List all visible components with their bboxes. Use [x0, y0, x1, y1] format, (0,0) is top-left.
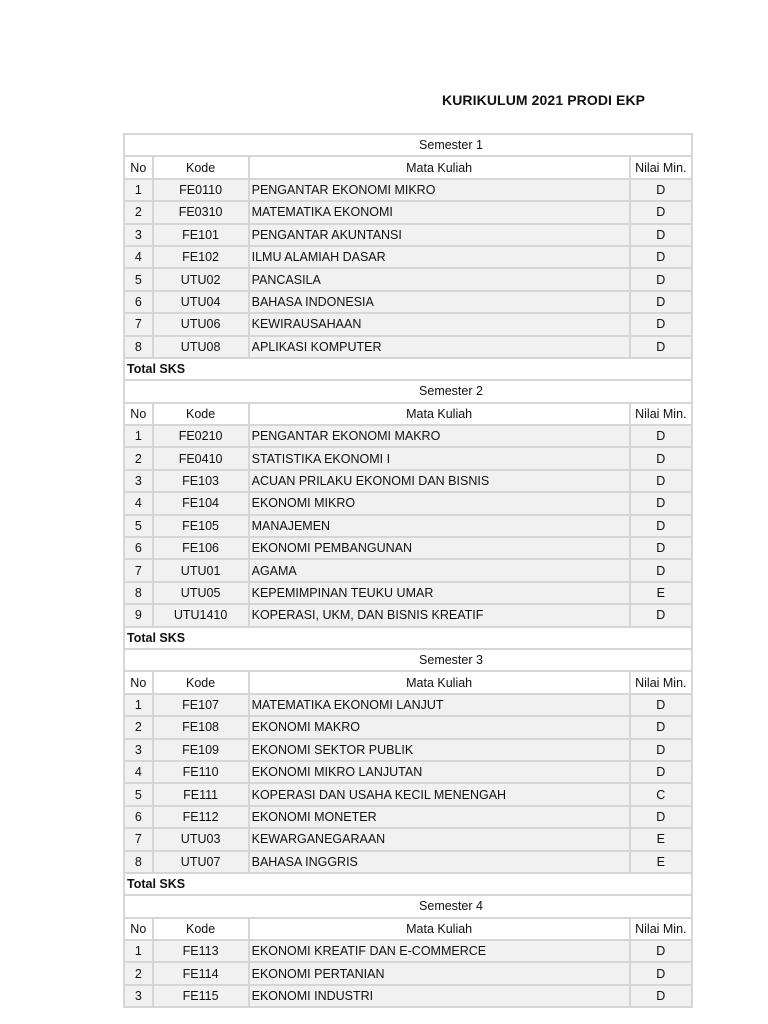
total-sks-label: Total SKS — [124, 358, 692, 380]
course-code: FE101 — [153, 224, 249, 246]
course-code: FE106 — [153, 537, 249, 559]
column-header-no: No — [124, 918, 153, 940]
course-min-grade: D — [630, 694, 692, 716]
course-min-grade: D — [630, 224, 692, 246]
course-code: FE104 — [153, 492, 249, 514]
course-min-grade: D — [630, 604, 692, 626]
semester-label: Semester 1 — [124, 134, 692, 156]
course-min-grade: E — [630, 828, 692, 850]
table-row — [124, 985, 692, 1007]
course-code: FE107 — [153, 694, 249, 716]
table-row — [124, 604, 692, 626]
course-name: MATEMATIKA EKONOMI — [249, 201, 630, 223]
course-no: 5 — [124, 515, 153, 537]
course-min-grade: D — [630, 425, 692, 447]
course-min-grade: D — [630, 739, 692, 761]
course-name: KOPERASI DAN USAHA KECIL MENENGAH — [249, 783, 630, 805]
course-name: KEWARGANEGARAAN — [249, 828, 630, 850]
course-code: FE109 — [153, 739, 249, 761]
semester-label: Semester 3 — [124, 649, 692, 671]
course-name: EKONOMI SEKTOR PUBLIK — [249, 739, 630, 761]
table-row — [124, 179, 692, 201]
table-row — [124, 425, 692, 447]
table-row — [124, 783, 692, 805]
table-row — [124, 470, 692, 492]
course-min-grade: D — [630, 940, 692, 962]
table-row — [124, 268, 692, 290]
table-row — [124, 246, 692, 268]
course-code: FE105 — [153, 515, 249, 537]
column-header-kode: Kode — [153, 156, 249, 178]
course-no: 4 — [124, 246, 153, 268]
column-header-no: No — [124, 156, 153, 178]
curriculum-table — [123, 133, 693, 1008]
curriculum-table-body — [124, 134, 692, 1007]
course-name: ILMU ALAMIAH DASAR — [249, 246, 630, 268]
table-row — [124, 940, 692, 962]
course-min-grade: D — [630, 761, 692, 783]
course-min-grade: D — [630, 336, 692, 358]
course-min-grade: D — [630, 515, 692, 537]
course-no: 3 — [124, 224, 153, 246]
course-name: APLIKASI KOMPUTER — [249, 336, 630, 358]
table-row — [124, 492, 692, 514]
course-name: MATEMATIKA EKONOMI LANJUT — [249, 694, 630, 716]
course-code: FE0110 — [153, 179, 249, 201]
table-row — [124, 761, 692, 783]
course-min-grade: D — [630, 268, 692, 290]
course-name: KEPEMIMPINAN TEUKU UMAR — [249, 582, 630, 604]
column-header-row — [124, 403, 692, 425]
course-code: UTU04 — [153, 291, 249, 313]
course-code: FE111 — [153, 783, 249, 805]
column-header-nilai-min: Nilai Min. — [630, 671, 692, 693]
course-name: PENGANTAR AKUNTANSI — [249, 224, 630, 246]
course-code: FE112 — [153, 806, 249, 828]
course-name: PENGANTAR EKONOMI MAKRO — [249, 425, 630, 447]
table-row — [124, 537, 692, 559]
column-header-nilai-min: Nilai Min. — [630, 918, 692, 940]
course-min-grade: D — [630, 962, 692, 984]
table-row — [124, 336, 692, 358]
course-no: 1 — [124, 179, 153, 201]
course-no: 2 — [124, 962, 153, 984]
course-min-grade: D — [630, 313, 692, 335]
course-code: FE102 — [153, 246, 249, 268]
column-header-mata-kuliah: Mata Kuliah — [249, 403, 630, 425]
table-row — [124, 201, 692, 223]
course-no: 2 — [124, 201, 153, 223]
table-row — [124, 559, 692, 581]
course-min-grade: C — [630, 783, 692, 805]
course-no: 8 — [124, 582, 153, 604]
course-min-grade: D — [630, 179, 692, 201]
course-no: 3 — [124, 470, 153, 492]
semester-header-row — [124, 380, 692, 402]
total-sks-row — [124, 873, 692, 895]
course-min-grade: D — [630, 291, 692, 313]
table-row — [124, 694, 692, 716]
course-code: FE115 — [153, 985, 249, 1007]
course-name: PANCASILA — [249, 268, 630, 290]
total-sks-row — [124, 358, 692, 380]
total-sks-label: Total SKS — [124, 627, 692, 649]
course-min-grade: D — [630, 201, 692, 223]
column-header-kode: Kode — [153, 671, 249, 693]
column-header-row — [124, 671, 692, 693]
course-name: KEWIRAUSAHAAN — [249, 313, 630, 335]
table-row — [124, 851, 692, 873]
course-name: BAHASA INDONESIA — [249, 291, 630, 313]
course-no: 3 — [124, 985, 153, 1007]
course-name: MANAJEMEN — [249, 515, 630, 537]
course-no: 1 — [124, 940, 153, 962]
course-name: EKONOMI KREATIF DAN E-COMMERCE — [249, 940, 630, 962]
course-name: EKONOMI MAKRO — [249, 716, 630, 738]
column-header-mata-kuliah: Mata Kuliah — [249, 156, 630, 178]
course-code: FE0310 — [153, 201, 249, 223]
course-code: FE108 — [153, 716, 249, 738]
course-name: EKONOMI MIKRO — [249, 492, 630, 514]
column-header-row — [124, 156, 692, 178]
course-code: FE110 — [153, 761, 249, 783]
course-no: 5 — [124, 783, 153, 805]
course-no: 4 — [124, 761, 153, 783]
semester-header-row — [124, 649, 692, 671]
total-sks-label: Total SKS — [124, 873, 692, 895]
course-name: AGAMA — [249, 559, 630, 581]
course-name: EKONOMI PEMBANGUNAN — [249, 537, 630, 559]
course-no: 1 — [124, 694, 153, 716]
course-code: UTU1410 — [153, 604, 249, 626]
course-code: UTU07 — [153, 851, 249, 873]
course-code: UTU02 — [153, 268, 249, 290]
course-min-grade: D — [630, 716, 692, 738]
course-no: 6 — [124, 537, 153, 559]
semester-label: Semester 2 — [124, 380, 692, 402]
semester-label: Semester 4 — [124, 895, 692, 917]
course-code: UTU05 — [153, 582, 249, 604]
table-row — [124, 739, 692, 761]
course-min-grade: D — [630, 806, 692, 828]
table-row — [124, 582, 692, 604]
column-header-mata-kuliah: Mata Kuliah — [249, 671, 630, 693]
table-row — [124, 962, 692, 984]
table-row — [124, 313, 692, 335]
course-code: FE0410 — [153, 447, 249, 469]
document-title: KURIKULUM 2021 PRODI EKP — [442, 92, 646, 108]
column-header-no: No — [124, 403, 153, 425]
course-min-grade: D — [630, 537, 692, 559]
course-code: FE114 — [153, 962, 249, 984]
course-no: 9 — [124, 604, 153, 626]
course-no: 7 — [124, 828, 153, 850]
course-code: FE0210 — [153, 425, 249, 447]
course-no: 3 — [124, 739, 153, 761]
course-no: 4 — [124, 492, 153, 514]
column-header-nilai-min: Nilai Min. — [630, 403, 692, 425]
course-code: UTU08 — [153, 336, 249, 358]
course-min-grade: E — [630, 582, 692, 604]
total-sks-row — [124, 627, 692, 649]
course-min-grade: E — [630, 851, 692, 873]
table-row — [124, 828, 692, 850]
table-row — [124, 224, 692, 246]
column-header-nilai-min: Nilai Min. — [630, 156, 692, 178]
course-no: 2 — [124, 447, 153, 469]
course-name: PENGANTAR EKONOMI MIKRO — [249, 179, 630, 201]
course-name: KOPERASI, UKM, DAN BISNIS KREATIF — [249, 604, 630, 626]
table-row — [124, 806, 692, 828]
course-min-grade: D — [630, 559, 692, 581]
table-row — [124, 716, 692, 738]
column-header-no: No — [124, 671, 153, 693]
course-name: EKONOMI MONETER — [249, 806, 630, 828]
column-header-kode: Kode — [153, 918, 249, 940]
column-header-kode: Kode — [153, 403, 249, 425]
course-code: FE103 — [153, 470, 249, 492]
course-name: EKONOMI PERTANIAN — [249, 962, 630, 984]
course-name: EKONOMI MIKRO LANJUTAN — [249, 761, 630, 783]
column-header-mata-kuliah: Mata Kuliah — [249, 918, 630, 940]
course-name: STATISTIKA EKONOMI I — [249, 447, 630, 469]
column-header-row — [124, 918, 692, 940]
course-no: 1 — [124, 425, 153, 447]
table-row — [124, 291, 692, 313]
course-name: BAHASA INGGRIS — [249, 851, 630, 873]
course-min-grade: D — [630, 246, 692, 268]
course-min-grade: D — [630, 985, 692, 1007]
semester-header-row — [124, 895, 692, 917]
course-no: 8 — [124, 336, 153, 358]
course-no: 7 — [124, 313, 153, 335]
course-min-grade: D — [630, 447, 692, 469]
course-code: UTU03 — [153, 828, 249, 850]
course-no: 8 — [124, 851, 153, 873]
course-code: UTU06 — [153, 313, 249, 335]
course-min-grade: D — [630, 492, 692, 514]
course-no: 7 — [124, 559, 153, 581]
course-min-grade: D — [630, 470, 692, 492]
course-code: FE113 — [153, 940, 249, 962]
table-row — [124, 447, 692, 469]
course-no: 6 — [124, 806, 153, 828]
course-no: 2 — [124, 716, 153, 738]
semester-header-row — [124, 134, 692, 156]
course-name: EKONOMI INDUSTRI — [249, 985, 630, 1007]
course-no: 6 — [124, 291, 153, 313]
course-name: ACUAN PRILAKU EKONOMI DAN BISNIS — [249, 470, 630, 492]
course-no: 5 — [124, 268, 153, 290]
course-code: UTU01 — [153, 559, 249, 581]
table-row — [124, 515, 692, 537]
